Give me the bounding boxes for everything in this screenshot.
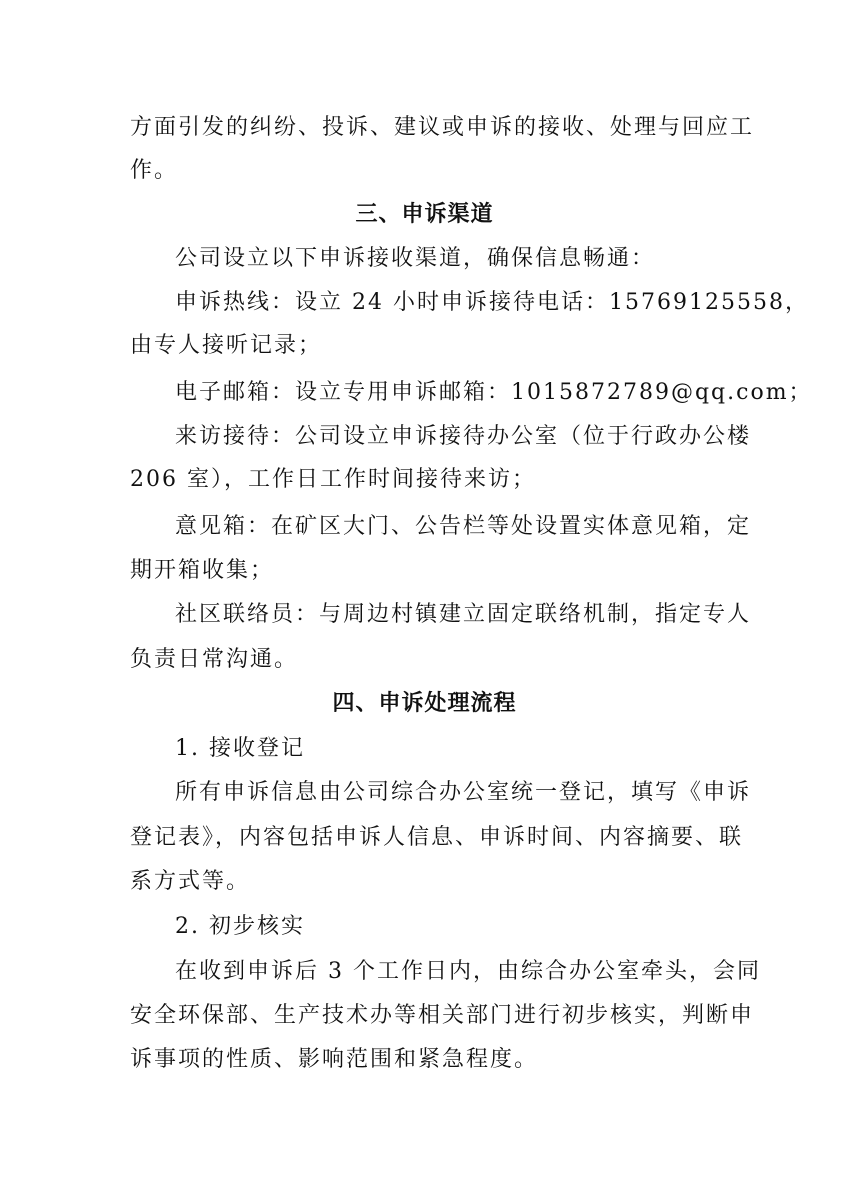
paragraph-hotline-cont: 由专人接听记录；	[130, 333, 323, 358]
step-body-line: 安全环保部、生产技术办等相关部门进行初步核实，判断申	[130, 1003, 755, 1028]
step-title: 1. 接收登记	[175, 736, 305, 761]
section-heading: 四、申诉处理流程	[332, 691, 517, 716]
paragraph-channels-intro: 公司设立以下申诉接收渠道，确保信息畅通：	[175, 246, 656, 271]
paragraph-liaison-cont: 负责日常沟通。	[130, 647, 299, 672]
paragraph-hotline: 申诉热线：设立 24 小时申诉接待电话：15769125558，	[175, 290, 809, 315]
step-body-line: 在收到申诉后 3 个工作日内，由综合办公室牵头，会同	[175, 959, 761, 984]
paragraph-visit-cont: 206 室），工作日工作时间接待来访；	[130, 467, 536, 492]
section-heading: 三、申诉渠道	[355, 202, 494, 227]
step-title: 2. 初步核实	[175, 914, 305, 939]
paragraph-visit: 来访接待：公司设立申诉接待办公室（位于行政办公楼	[175, 424, 752, 449]
body-text-line: 方面引发的纠纷、投诉、建议或申诉的接收、处理与回应工	[130, 115, 755, 140]
step-body-line: 系方式等。	[130, 869, 251, 894]
paragraph-email: 电子邮箱：设立专用申诉邮箱：1015872789@qq.com；	[175, 380, 813, 405]
body-text-line: 作。	[130, 158, 179, 183]
step-body-line: 登记表》，内容包括申诉人信息、申诉时间、内容摘要、联	[130, 825, 744, 850]
paragraph-liaison: 社区联络员：与周边村镇建立固定联络机制，指定专人	[175, 602, 752, 627]
step-body-line: 诉事项的性质、影响范围和紧急程度。	[130, 1047, 539, 1072]
paragraph-suggestion-box-cont: 期开箱收集；	[130, 558, 275, 583]
step-body-line: 所有申诉信息由公司综合办公室统一登记，填写《申诉	[175, 780, 752, 805]
paragraph-suggestion-box: 意见箱：在矿区大门、公告栏等处设置实体意见箱，定	[175, 514, 752, 539]
